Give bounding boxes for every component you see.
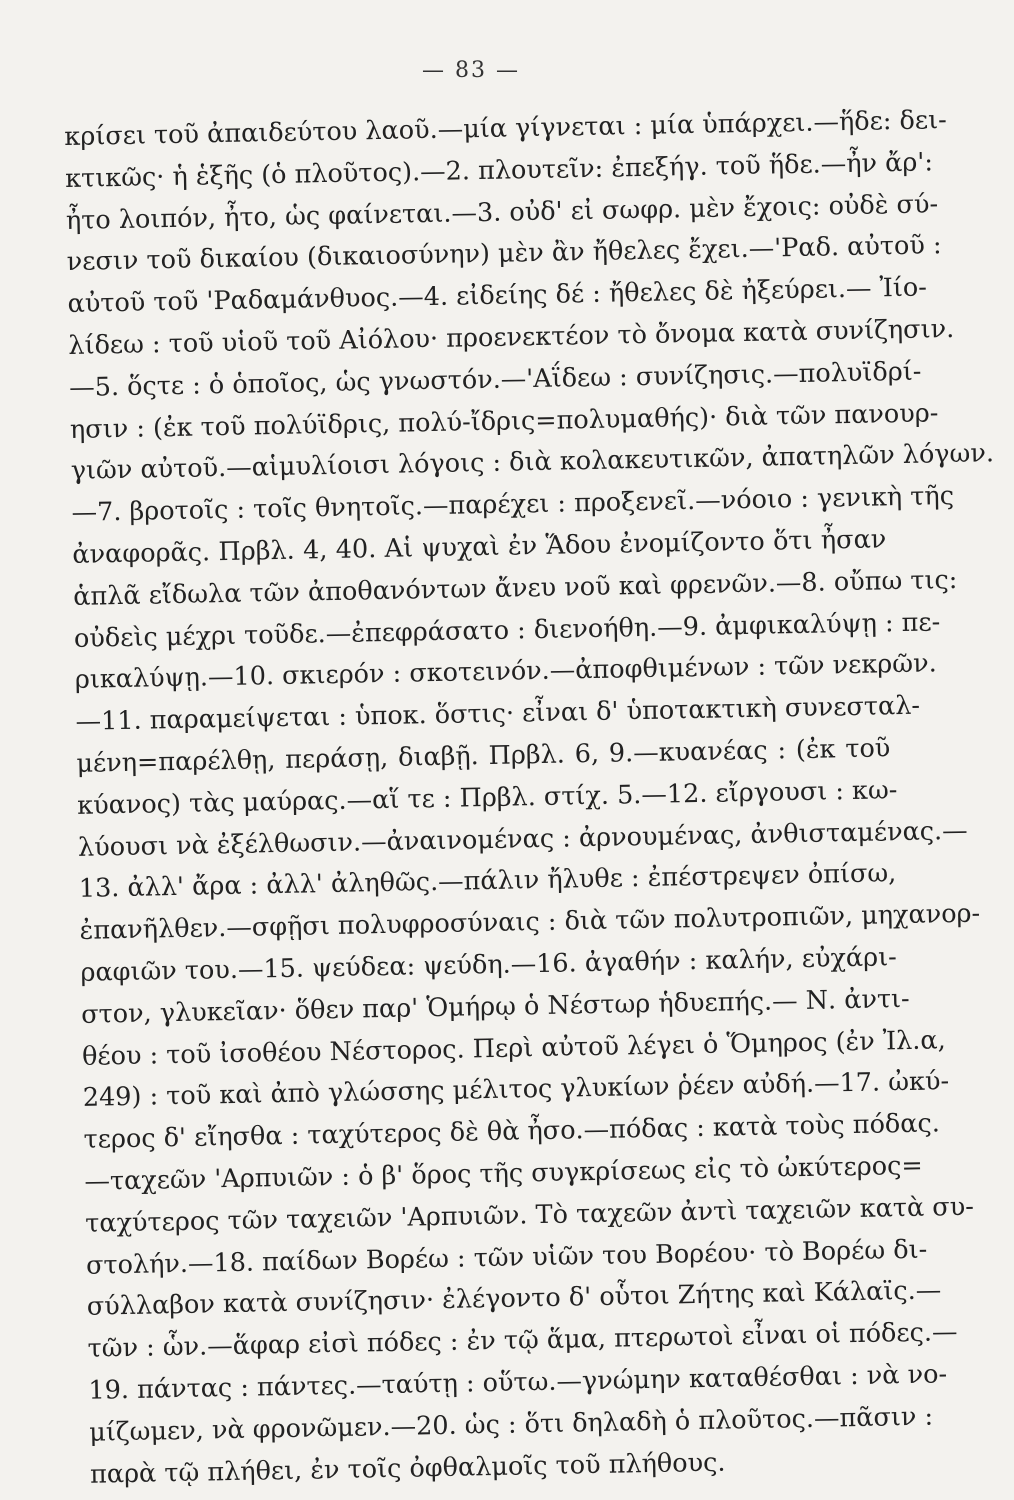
text-line: μένη=παρέλθῃ, περάσῃ, διαβῇ. Πρβλ. 6, 9.—κυανέας : (ἐκ τοῦ [76, 733, 891, 779]
text-line: ἁπλᾶ εἴδωλα τῶν ἀποθανόντων ἄνευ νοῦ καὶ φρενῶν.—8. οὔπω τις: [72, 564, 958, 612]
text-line: 249) : τοῦ καὶ ἀπὸ γλώσσης μέλιτος γλυκίων ῥέεν αὐδή.—17. ὠκύ- [82, 1066, 950, 1114]
text-line: νεσιν τοῦ δικαίου (δικαιοσύνην) μὲν ἂν ἤθελες ἔχει.—'Ραδ. αὐτοῦ : [66, 230, 942, 278]
text-line: 13. ἀλλ' ἄρα : ἀλλ' ἀληθῶς.—πάλιν ἤλυθε : ἐπέστρεψεν ὀπίσω, [78, 858, 897, 905]
text-line: στον, γλυκεῖαν· ὅθεν παρ' Ὁμήρῳ ὁ Νέστωρ ἡδυεπής.— Ν. ἀντι- [80, 983, 910, 1030]
text-line: στολήν.—18. παίδων Βορέω : τῶν υἱῶν του Βορέου· τὸ Βορέω δι- [85, 1234, 928, 1281]
commentary-text [64, 101, 995, 1496]
text-line: ἀναφορᾶς. Πρβλ. 4, 40. Αἱ ψυχαὶ ἐν Ἅδου ἐνομίζοντο ὅτι ἦσαν [72, 524, 887, 570]
text-line: γιῶν αὐτοῦ.—αἱμυλίοισι λόγοις : διὰ κολακευτικῶν, ἀπατηλῶν λόγων. [70, 438, 995, 487]
text-line: —ταχεῶν 'Αρπυιῶν : ὁ β' ὅρος τῆς συγκρίσεως εἰς τὸ ὠκύτερος= [84, 1150, 923, 1197]
text-line: —11. παραμείψεται : ὑποκ. ὅστις· εἶναι δ' ὑποτακτικὴ συνεσταλ- [75, 690, 921, 738]
text-line: λίδεω : τοῦ υἱοῦ τοῦ Αἰόλου· προενεκτέον τὸ ὄνομα κατὰ συνίζησιν. [68, 313, 955, 361]
text-line: —5. ὅςτε : ὁ ὁποῖος, ὡς γνωστόν.—'Αΐδεω : συνίζησις.—πολυϊδρί- [68, 356, 922, 403]
text-line: τῶν : ὧν.—ἅφαρ εἰσὶ πόδες : ἐν τῷ ἅμα, πτερωτοὶ εἶναι οἱ πόδες.— [87, 1317, 958, 1364]
text-line: ἐπανῆλθεν.—σφῇσι πολυφροσύναις : διὰ τῶν πολυτροπιῶν, μηχανορ- [79, 898, 981, 946]
text-line: ησιν : (ἐκ τοῦ πολύϊδρις, πολύ-ἴδρις=πολυμαθής)· διὰ τῶν πανουρ- [69, 397, 939, 445]
text-line: ρικαλύψῃ.—10. σκιερόν : σκοτεινόν.—ἀποφθιμένων : τῶν νεκρῶν. [74, 648, 937, 696]
text-line: θέου : τοῦ ἰσοθέου Νέστορος. Περὶ αὐτοῦ λέγει ὁ Ὅμηρος (ἐν Ἰλ.α, [81, 1024, 946, 1072]
text-line: ταχύτερος τῶν ταχειῶν 'Αρπυιῶν. Τὸ ταχεῶν ἀντὶ ταχειῶν κατὰ συ- [84, 1191, 975, 1239]
text-line: κτικῶς· ἡ ἑξῆς (ὁ πλοῦτος).—2. πλουτεῖν: ἐπεξήγ. τοῦ ἥδε.—ἦν ἄρ': [64, 147, 934, 194]
text-line: τερος δ' εἴησθα : ταχύτερος δὲ θὰ ἦσο.—πόδας : κατὰ τοὺς πόδας. [83, 1108, 941, 1155]
text-line: σύλλαβον κατὰ συνίζησιν· ἐλέγοντο δ' οὗτοι Ζήτης καὶ Κάλαϊς.— [86, 1275, 942, 1323]
text-line: μίζωμεν, νὰ φρονῶμεν.—20. ὡς : ὅτι δηλαδὴ ὁ πλοῦτος.—πᾶσιν : [88, 1401, 934, 1448]
page-number: — 83 — [422, 58, 520, 83]
text-line: ἦτο λοιπόν, ἦτο, ὡς φαίνεται.—3. οὐδ' εἰ σωφρ. μὲν ἔχοις: οὐδὲ σύ- [65, 188, 939, 236]
text-line: —7. βροτοῖς : τοῖς θνητοῖς.—παρέχει : προξενεῖ.—νόοιο : γενικὴ τῆς [71, 481, 955, 529]
text-line: κύανος) τὰς μαύρας.—αἵ τε : Πρβλ. στίχ. 5.—12. εἴργουσι : κω- [76, 774, 898, 821]
text-line: ραφιῶν του.—15. ψεύδεα: ψεύδη.—16. ἀγαθήν : καλήν, εὐχάρι- [80, 942, 897, 988]
text-line: κρίσει τοῦ ἀπαιδεύτου λαοῦ.—μία γίγνεται : μία ὑπάρχει.—ἥδε: δει- [64, 105, 947, 152]
text-line-last: παρὰ τῷ πλήθει, ἐν τοῖς ὀφθαλμοῖς τοῦ πλήθους. [89, 1447, 726, 1490]
text-line: λύουσι νὰ ἐξέλθωσιν.—ἀναινομένας : ἀρνουμένας, ἀνθισταμένας.— [77, 815, 968, 863]
text-line: αὐτοῦ τοῦ 'Ραδαμάνθυος.—4. εἰδείης δέ : ἤθελες δὲ ἠξεύρει.— Ἰίο- [67, 272, 928, 320]
text-line: οὐδεὶς μέχρι τοῦδε.—ἐπεφράσατο : διενοήθη.—9. ἀμφικαλύψῃ : πε- [73, 606, 941, 654]
text-line: 19. πάντας : πάντες.—ταύτῃ : οὕτω.—γνώμην καταθέσθαι : νὰ νο- [88, 1359, 948, 1406]
